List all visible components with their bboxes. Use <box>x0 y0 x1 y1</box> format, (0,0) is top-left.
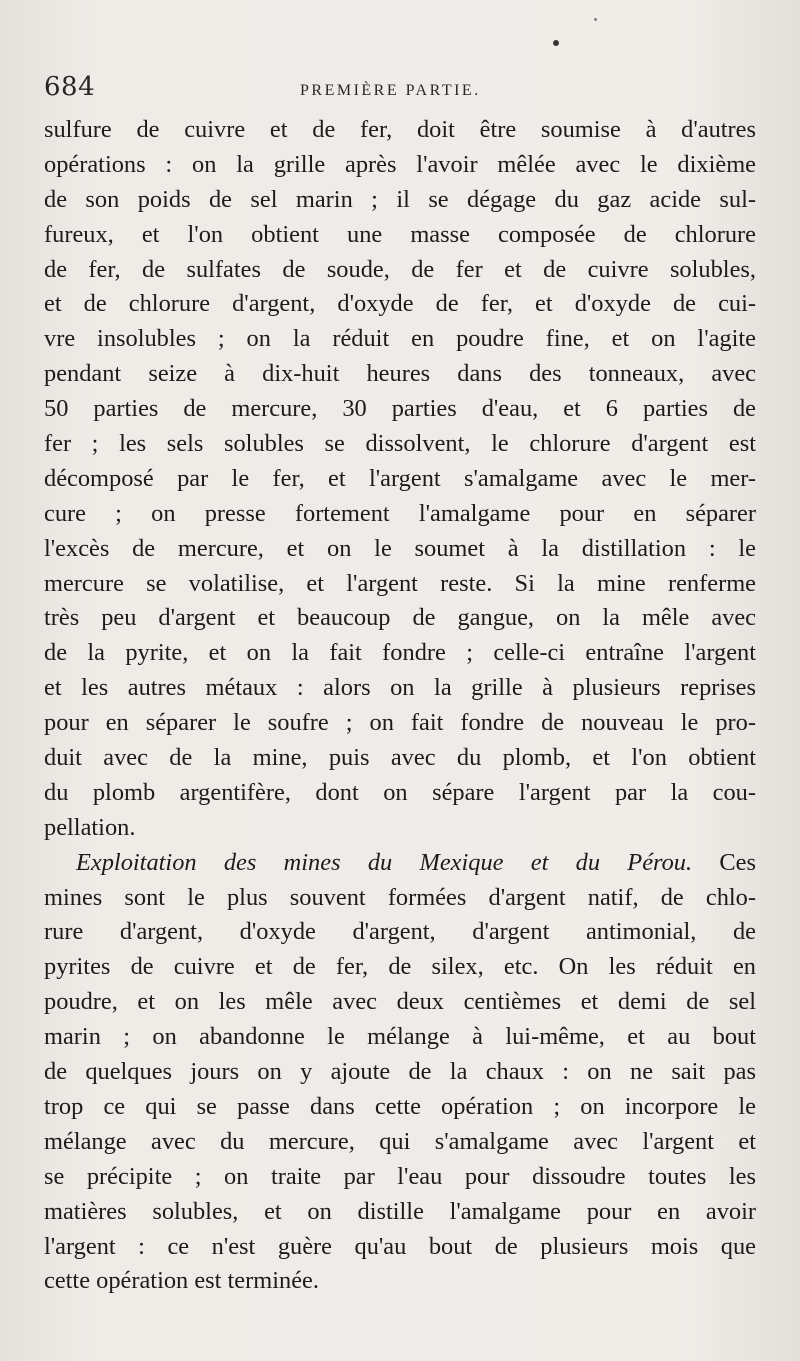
text-line: pour en séparer le soufre ; on fait fondre de nouveau le pro- <box>44 709 756 737</box>
ink-speck <box>553 40 559 46</box>
text-line: 50 parties de mercure, 30 parties d'eau, et 6 parties de <box>44 395 756 423</box>
text-line: cette opération est terminée. <box>44 1267 319 1295</box>
text-line: pellation. <box>44 813 136 841</box>
text-line: vre insolubles ; on la réduit en poudre fine, et on l'agite <box>44 325 756 353</box>
page-header <box>44 72 764 108</box>
text-line: pendant seize à dix-huit heures dans des tonneaux, avec <box>44 360 756 388</box>
text-line: fureux, et l'on obtient une masse composée de chlorure <box>44 220 756 248</box>
text-line: et les autres métaux : alors on la grille à plusieurs reprises <box>44 674 756 702</box>
text-line: de la pyrite, et on la fait fondre ; celle-ci entraîne l'argent <box>44 639 756 667</box>
running-head: PREMIÈRE PARTIE. <box>300 82 481 99</box>
text-line: trop ce qui se passe dans cette opération ; on incorpore le <box>44 1092 756 1120</box>
text-line: du plomb argentifère, dont on sépare l'argent par la cou- <box>44 778 756 806</box>
page-number: 684 <box>44 72 96 102</box>
text-line: marin ; on abandonne le mélange à lui-même, et au bout <box>44 1023 756 1051</box>
text-line: opérations : on la grille après l'avoir mêlée avec le dixième <box>44 150 756 178</box>
text-line: mercure se volatilise, et l'argent reste. Si la mine renferme <box>44 569 756 597</box>
text-line: cure ; on presse fortement l'amalgame pour en séparer <box>44 499 756 527</box>
text-line: et de chlorure d'argent, d'oxyde de fer, et d'oxyde de cui- <box>44 290 756 318</box>
text-line: de fer, de sulfates de soude, de fer et de cuivre solubles, <box>44 255 756 283</box>
text-line: matières solubles, et on distille l'amalgame pour en avoir <box>44 1197 756 1225</box>
section-heading-continuation: Ces <box>719 848 756 876</box>
section-heading: Exploitation des mines du Mexique et du Pérou. <box>76 848 693 876</box>
ink-speck <box>594 18 597 21</box>
text-line: sulfure de cuivre et de fer, doit être soumise à d'autres <box>44 116 756 143</box>
body-text <box>44 113 756 1299</box>
text-line: mélange avec du mercure, qui s'amalgame avec l'argent et <box>44 1127 756 1155</box>
text-line: se précipite ; on traite par l'eau pour dissoudre toutes les <box>44 1162 756 1190</box>
text-line: décomposé par le fer, et l'argent s'amalgame avec le mer- <box>44 464 756 492</box>
text-line: pyrites de cuivre et de fer, de silex, etc. On les réduit en <box>44 953 756 981</box>
text-line: très peu d'argent et beaucoup de gangue, on la mêle avec <box>44 604 756 632</box>
text-line: poudre, et on les mêle avec deux centièmes et demi de sel <box>44 988 756 1016</box>
text-line: fer ; les sels solubles se dissolvent, le chlorure d'argent est <box>44 430 756 458</box>
text-line: rure d'argent, d'oxyde d'argent, d'argent antimonial, de <box>44 918 756 946</box>
text-line: duit avec de la mine, puis avec du plomb, et l'on obtient <box>44 744 756 772</box>
text-line: mines sont le plus souvent formées d'argent natif, de chlo- <box>44 883 756 911</box>
text-line: l'argent : ce n'est guère qu'au bout de plusieurs mois que <box>44 1232 756 1260</box>
text-line: de quelques jours on y ajoute de la chaux : on ne sait pas <box>44 1058 756 1086</box>
text-line: l'excès de mercure, et on le soumet à la distillation : le <box>44 534 756 562</box>
text-line: de son poids de sel marin ; il se dégage du gaz acide sul- <box>44 185 756 213</box>
section-heading-line <box>44 846 756 881</box>
